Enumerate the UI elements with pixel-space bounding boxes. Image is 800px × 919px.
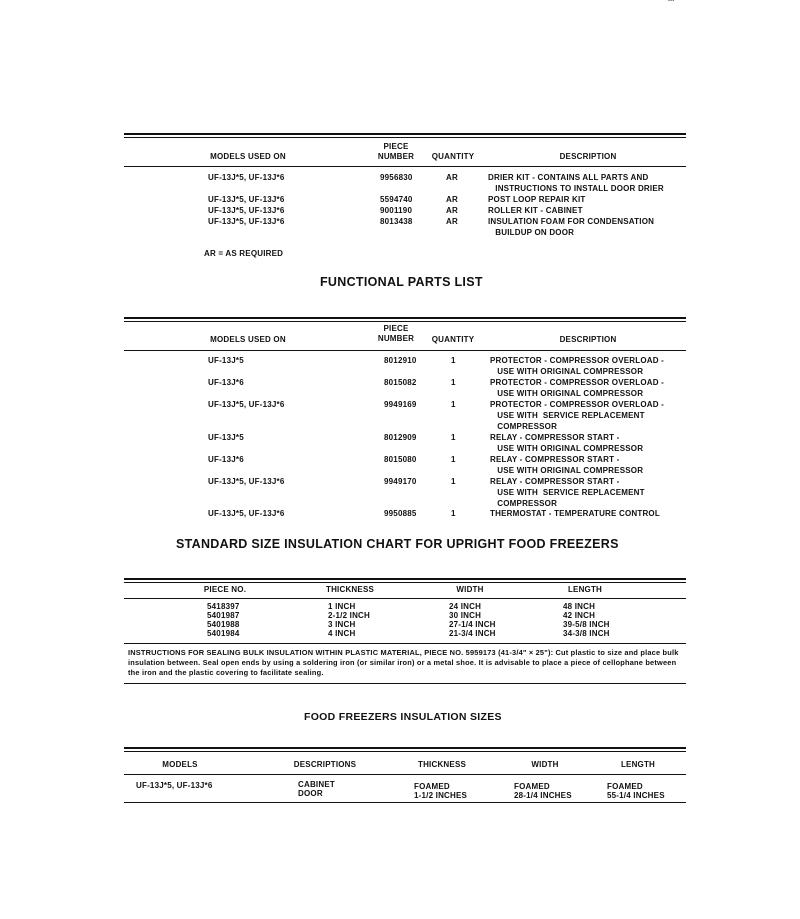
row-desc: PROTECTOR - COMPRESSOR OVERLOAD - USE WITH ORIGINAL COMPRESSOR bbox=[490, 356, 665, 376]
row-thickness: 4 INCH bbox=[328, 629, 356, 638]
row-models: UF-13J*5, UF-13J*6 bbox=[208, 400, 285, 409]
row-qty: AR bbox=[446, 217, 458, 226]
row-desc: RELAY - COMPRESSOR START - USE WITH ORIGINAL COMPRESSOR bbox=[490, 455, 644, 475]
row-qty: AR bbox=[446, 195, 458, 204]
row-piece: 8013438 bbox=[380, 217, 413, 226]
row-thickness: 1 INCH bbox=[328, 602, 356, 611]
insulation-sizes-title: FOOD FREEZERS INSULATION SIZES bbox=[304, 711, 502, 723]
insulation-chart-title: STANDARD SIZE INSULATION CHART FOR UPRIGHT FOOD FREEZERS bbox=[176, 537, 619, 551]
table-top-rule bbox=[124, 317, 686, 322]
header-length: LENGTH bbox=[620, 760, 656, 769]
row-desc: RELAY - COMPRESSOR START - USE WITH SERVICE REPLACEMENT COMPRESSOR bbox=[490, 477, 645, 508]
header-models: MODELS USED ON bbox=[210, 152, 286, 161]
header-length: LENGTH bbox=[567, 585, 603, 594]
header-models: MODELS bbox=[162, 760, 198, 769]
row-length: FOAMED 55-1/4 INCHES bbox=[607, 782, 665, 800]
row-models: UF-13J*5, UF-13J*6 bbox=[208, 173, 285, 182]
row-length: 39-5/8 INCH bbox=[563, 620, 610, 629]
header-quantity: QUANTITY bbox=[431, 152, 475, 161]
header-bottom-rule bbox=[124, 598, 686, 599]
row-models: UF-13J*5, UF-13J*6 bbox=[208, 206, 285, 215]
row-qty: 1 bbox=[451, 433, 456, 442]
row-width: FOAMED 28-1/4 INCHES bbox=[514, 782, 572, 800]
row-models: UF-13J*5, UF-13J*6 bbox=[208, 195, 285, 204]
row-thickness: 3 INCH bbox=[328, 620, 356, 629]
header-quantity: QUANTITY bbox=[431, 335, 475, 344]
header-thickness: THICKNESS bbox=[417, 760, 467, 769]
row-width: 24 INCH bbox=[449, 602, 482, 611]
footnote: AR = AS REQUIRED bbox=[204, 249, 284, 258]
row-qty: AR bbox=[446, 206, 458, 215]
row-qty: 1 bbox=[451, 378, 456, 387]
row-desc: PROTECTOR - COMPRESSOR OVERLOAD - USE WITH SERVICE REPLACEMENT COMPRESSOR bbox=[490, 400, 665, 431]
header-description: DESCRIPTION bbox=[559, 335, 617, 344]
row-models: UF-13J*5, UF-13J*6 bbox=[208, 509, 285, 518]
row-piece: 9949170 bbox=[384, 477, 417, 486]
header-bottom-rule bbox=[124, 350, 686, 351]
row-desc: POST LOOP REPAIR KIT bbox=[488, 195, 586, 204]
row-piece: 8015082 bbox=[384, 378, 417, 387]
header-width: WIDTH bbox=[456, 585, 484, 594]
row-qty: AR bbox=[446, 173, 458, 182]
table-top-rule bbox=[124, 747, 686, 752]
row-models: UF-13J*5 bbox=[208, 433, 244, 442]
row-piece: 8012910 bbox=[384, 356, 417, 365]
row-qty: 1 bbox=[451, 400, 456, 409]
row-desc: ROLLER KIT - CABINET bbox=[488, 206, 583, 215]
header-piece-number: PIECE NUMBER bbox=[377, 324, 415, 343]
row-piece: 5401984 bbox=[207, 629, 240, 638]
header-bottom-rule bbox=[124, 774, 686, 775]
instructions-top-rule bbox=[124, 643, 686, 644]
header-thickness: THICKNESS bbox=[325, 585, 375, 594]
row-piece: 5418397 bbox=[207, 602, 240, 611]
sealing-instructions: INSTRUCTIONS FOR SEALING BULK INSULATION WITHIN PLASTIC MATERIAL, PIECE NO. 5959173 (41-3/4" × 25"): Cut plastic to size and place bulk insulation between. Seal open ends by using a soldering iron (or similar iron) or a metal shoe. It is advisable to place a piece of cellophane between the iron and the plastic covering to facilitate sealing. bbox=[128, 648, 679, 677]
row-models: UF-13J*6 bbox=[208, 378, 244, 387]
header-piece-no: PIECE NO. bbox=[203, 585, 247, 594]
row-length: 34-3/8 INCH bbox=[563, 629, 610, 638]
row-piece: 9001190 bbox=[380, 206, 413, 215]
row-thickness: 2-1/2 INCH bbox=[328, 611, 371, 620]
instructions-bottom-rule bbox=[124, 683, 686, 684]
row-desc: DRIER KIT - CONTAINS ALL PARTS AND INSTRUCTIONS TO INSTALL DOOR DRIER bbox=[488, 173, 664, 193]
functional-parts-title: FUNCTIONAL PARTS LIST bbox=[320, 275, 483, 289]
row-desc: INSULATION FOAM FOR CONDENSATION BUILDUP ON DOOR bbox=[488, 217, 655, 237]
header-bottom-rule bbox=[124, 166, 686, 167]
row-models: UF-13J*5, UF-13J*6 bbox=[208, 217, 285, 226]
row-qty: 1 bbox=[451, 455, 456, 464]
row-length: 42 INCH bbox=[563, 611, 596, 620]
row-desc: RELAY - COMPRESSOR START - USE WITH ORIGINAL COMPRESSOR bbox=[490, 433, 644, 453]
row-piece: 9949169 bbox=[384, 400, 417, 409]
row-models: UF-13J*6 bbox=[208, 455, 244, 464]
row-width: 27-1/4 INCH bbox=[449, 620, 496, 629]
row-piece: 9950885 bbox=[384, 509, 417, 518]
row-qty: 1 bbox=[451, 477, 456, 486]
top-left-mark bbox=[136, 0, 139, 3]
row-piece: 8015080 bbox=[384, 455, 417, 464]
row-qty: 1 bbox=[451, 509, 456, 518]
header-width: WIDTH bbox=[531, 760, 559, 769]
header-models: MODELS USED ON bbox=[210, 335, 286, 344]
row-models: UF-13J*5 bbox=[208, 356, 244, 365]
row-width: 21-3/4 INCH bbox=[449, 629, 496, 638]
table-top-rule bbox=[124, 133, 686, 138]
header-descriptions: DESCRIPTIONS bbox=[293, 760, 357, 769]
row-length: 48 INCH bbox=[563, 602, 596, 611]
table-top-rule bbox=[124, 578, 686, 583]
row-piece: 5401988 bbox=[207, 620, 240, 629]
row-desc: THERMOSTAT - TEMPERATURE CONTROL bbox=[490, 509, 660, 518]
row-descriptions: CABINET DOOR bbox=[298, 780, 335, 798]
row-piece: 5594740 bbox=[380, 195, 413, 204]
table-bottom-rule bbox=[124, 802, 686, 803]
row-piece: 8012909 bbox=[384, 433, 417, 442]
top-right-mark bbox=[668, 0, 674, 3]
header-piece-number: PIECE NUMBER bbox=[377, 142, 415, 161]
row-qty: 1 bbox=[451, 356, 456, 365]
row-models: UF-13J*5, UF-13J*6 bbox=[208, 477, 285, 486]
row-piece: 5401987 bbox=[207, 611, 240, 620]
row-width: 30 INCH bbox=[449, 611, 482, 620]
row-piece: 9956830 bbox=[380, 173, 413, 182]
row-desc: PROTECTOR - COMPRESSOR OVERLOAD - USE WITH ORIGINAL COMPRESSOR bbox=[490, 378, 665, 398]
row-thickness: FOAMED 1-1/2 INCHES bbox=[414, 782, 468, 800]
row-models: UF-13J*5, UF-13J*6 bbox=[136, 781, 213, 790]
header-description: DESCRIPTION bbox=[559, 152, 617, 161]
